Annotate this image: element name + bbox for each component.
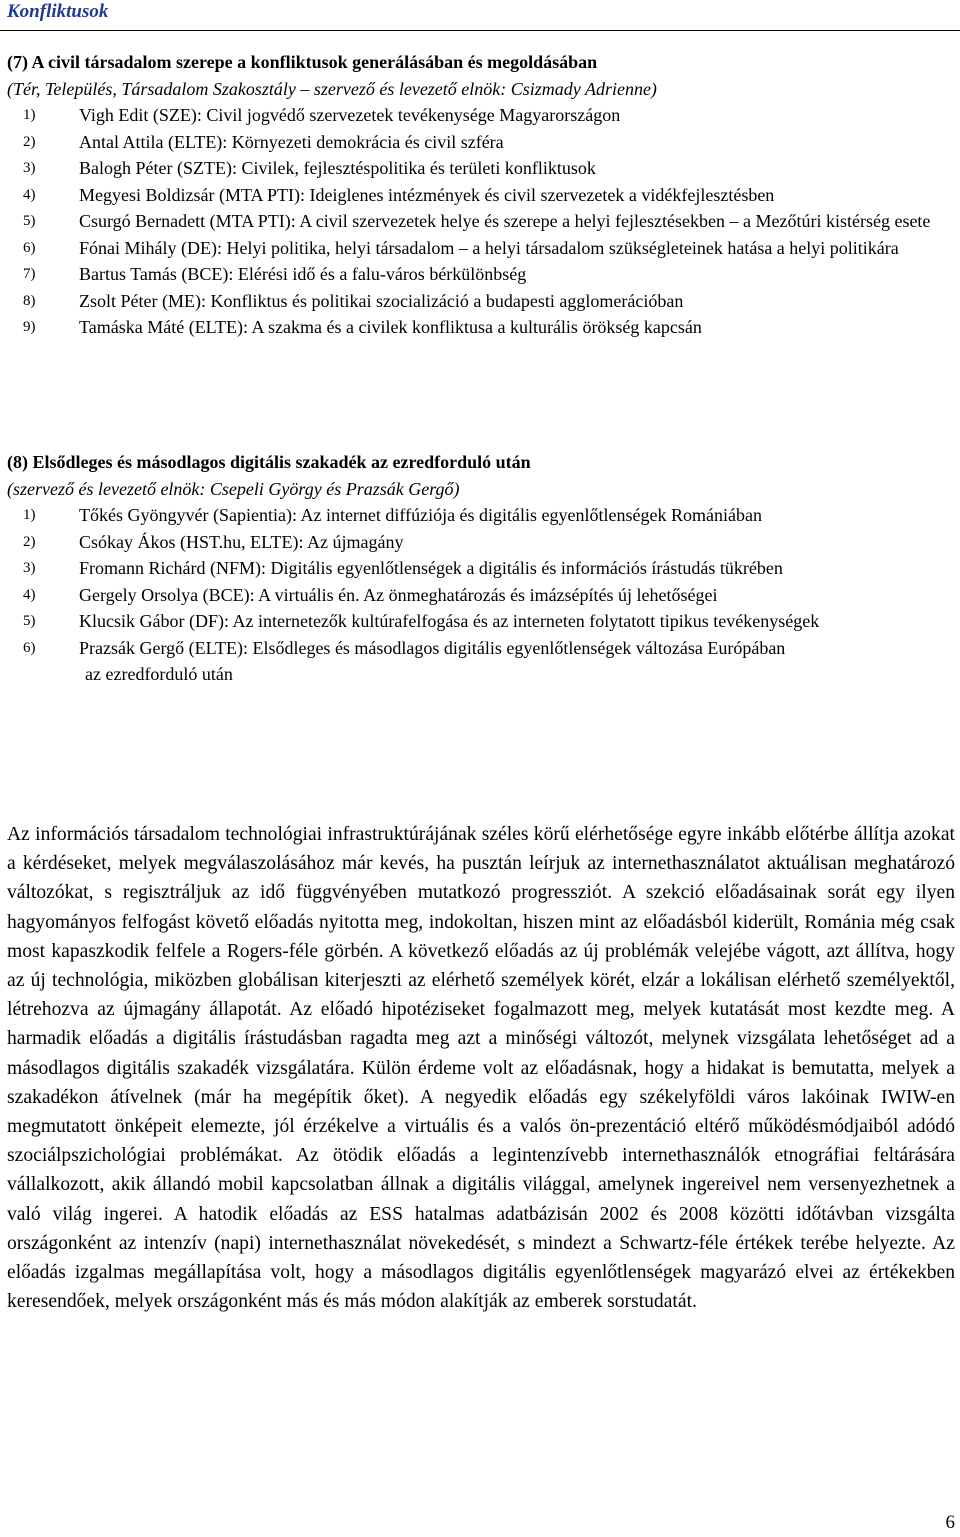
talk-number: 6) [23,239,36,256]
talk-text: Megyesi Boldizsár (MTA PTI): Ideiglenes intézmények és civil szervezetek a vidékfejlesztésben [79,184,775,205]
talk-text: Antal Attila (ELTE): Környezeti demokrácia és civil szféra [79,131,504,152]
talk-item [7,261,955,288]
talk-number: 1) [23,507,36,523]
talk-item [7,288,955,315]
talk-number: 2) [23,133,36,150]
section-8-title: (8) Elsődleges és másodlagos digitális szakadék az ezredforduló után [7,452,531,472]
talk-text: Fromann Richárd (NFM): Digitális egyenlőtlenségek a digitális és információs írástudás tükrében [79,558,783,578]
talk-text: Zsolt Péter (ME): Konfliktus és politikai szocializáció a budapesti agglomerációban [79,290,684,311]
talk-number: 3) [23,560,36,576]
body-paragraph: Az információs társadalom technológiai infrastruktúrájának széles körű elérhetősége egyre inkább előtérbe állítja azokat a kérdéseket, melyek megválaszolásához már kevés, ha pusztán leírjuk az internethasználatot aktuálisan meghatározó változókat, s regisztráljuk az idő függvényében mutatkozó progressziót. A szekció előadásainak sorát egy ilyen hagyományos felfogást követő előadás nyitotta meg, indokoltan, hiszen mint az előadásból kiderült, Románia még csak most kapaszkodik felfele a Rogers-féle görbén. A következő előadás az új problémák velejébe vágott, azt állítva, hogy az új technológia, miközben globálisan kiterjeszti az elérhető személyek körét, elzár a lokálisan elérhető személyektől, létrehozva az újmagány állapotát. Az előadó hipotéziseket fogalmazott meg, melyek kutatását most kezdte meg. A harmadik előadás a digitális írástudásban ragadta meg azt a minőségi változót, melynek vizsgálata lehetőséget ad a másodlagos digitális szakadék vizsgálatára. Külön érdeme volt az előadásnak, hogy a hidakat is bemutatta, melyek a szakadékon átívelnek (már ha megépítik őket). A negyedik előadás egy székelyföldi város lakóinak IWIW-en megmutatott önképeit elemezte, jól érzékelve a virtuális és a valós ön-prezentáció eltérő működésmódjaiból adódó szociálpszichológiai problémákat. Az ötödik előadás a legintenzívebb internethasználók etnográfiai feltárására vállalkozott, akik állandó mobil kapcsolatban állnak a digitális világgal, amelynek ingereivel nem versenyezhetnek a való világ ingerei. A hatodik előadás az ESS hatalmas adatbázisán 2002 és 2008 közötti időtávban vizsgálta országonként az intenzív (napi) internethasználat növekedését, s mindezt a Schwartz-féle értékek terébe helyezte. Az előadás izgalmas megállapítása volt, hogy a másodlagos digitális egyenlőtlenségek magyarázó elvei az értékekben keresendőek, melyek országonként más és más módon alakítják az emberek sorstudatát. [7,824,955,1313]
talk-text: Prazsák Gergő (ELTE): Elsődleges és másodlagos digitális egyenlőtlenségek változása Európában [79,637,786,658]
talk-text: Vigh Edit (SZE): Civil jogvédő szervezetek tevékenysége Magyarországon [79,105,621,125]
talk-text: Gergely Orsolya (BCE): A virtuális én. Az önmeghatározás és imázsépítés új lehetőségei [79,584,718,605]
talk-item [7,129,955,156]
header-divider [0,30,960,31]
talk-item [7,582,955,609]
talk-text: Balogh Péter (SZTE): Civilek, fejlesztéspolitika és területi konfliktusok [79,158,596,178]
talk-text: Csókay Ákos (HST.hu, ELTE): Az újmagány [79,531,404,552]
talk-item [7,102,955,129]
section-7-subtitle: (Tér, Település, Társadalom Szakosztály – szervező és levezető elnök: Csizmady Adrienne) [7,78,657,99]
section-8-subtitle: (szervező és levezető elnök: Csepeli György és Prazsák Gergő) [7,478,460,499]
talk-number: 4) [23,186,36,203]
talk-number: 1) [23,107,36,123]
talk-text: Bartus Tamás (BCE): Elérési idő és a falu-város bérkülönbség [79,264,527,284]
talk-item [7,635,955,662]
section-8 [7,449,955,688]
section-7-talk-list [7,102,955,341]
talk-item [7,502,955,529]
talk-item [7,208,955,235]
page-number: 6 [945,1512,955,1533]
talk-number: 5) [23,213,36,229]
talk-text: Tőkés Gyöngyvér (Sapientia): Az internet diffúziója és digitális egyenlőtlenségek Romániában [79,505,762,525]
talk-item [7,235,955,262]
talk-text: Klucsik Gábor (DF): Az internetezők kultúrafelfogása és az interneten folytatott tipikus tevékenységek [79,611,820,631]
talk-number: 8) [23,292,36,309]
talk-text: Csurgó Bernadett (MTA PTI): A civil szervezetek helye és szerepe a helyi fejlesztésekben – a Mezőtúri kistérség esete [79,211,931,231]
talk-item [7,555,955,582]
talk-number: 5) [23,613,36,629]
talk-item [7,608,955,635]
talk-text: Fónai Mihály (DE): Helyi politika, helyi társadalom – a helyi társadalom szükségleteinek hatása a helyi politikára [79,237,899,258]
talk-text: Tamáska Máté (ELTE): A szakma és a civilek konfliktusa a kulturális örökség kapcsán [79,317,702,337]
section-8-talk-list [7,502,955,661]
talk-item [7,529,955,556]
talk-number: 9) [23,319,36,335]
talk-item [7,182,955,209]
page-header-title: Konfliktusok [7,1,109,22]
talk-number: 3) [23,160,36,176]
talk-item [7,314,955,341]
talk-item [7,155,955,182]
talk-number: 6) [23,639,36,656]
talk-number: 2) [23,533,36,550]
talk-continuation-line: az ezredforduló után [85,664,233,684]
section-7 [7,49,955,341]
section-7-title: (7) A civil társadalom szerepe a konfliktusok generálásában és megoldásában [7,52,598,72]
talk-number: 7) [23,266,36,282]
talk-number: 4) [23,586,36,603]
